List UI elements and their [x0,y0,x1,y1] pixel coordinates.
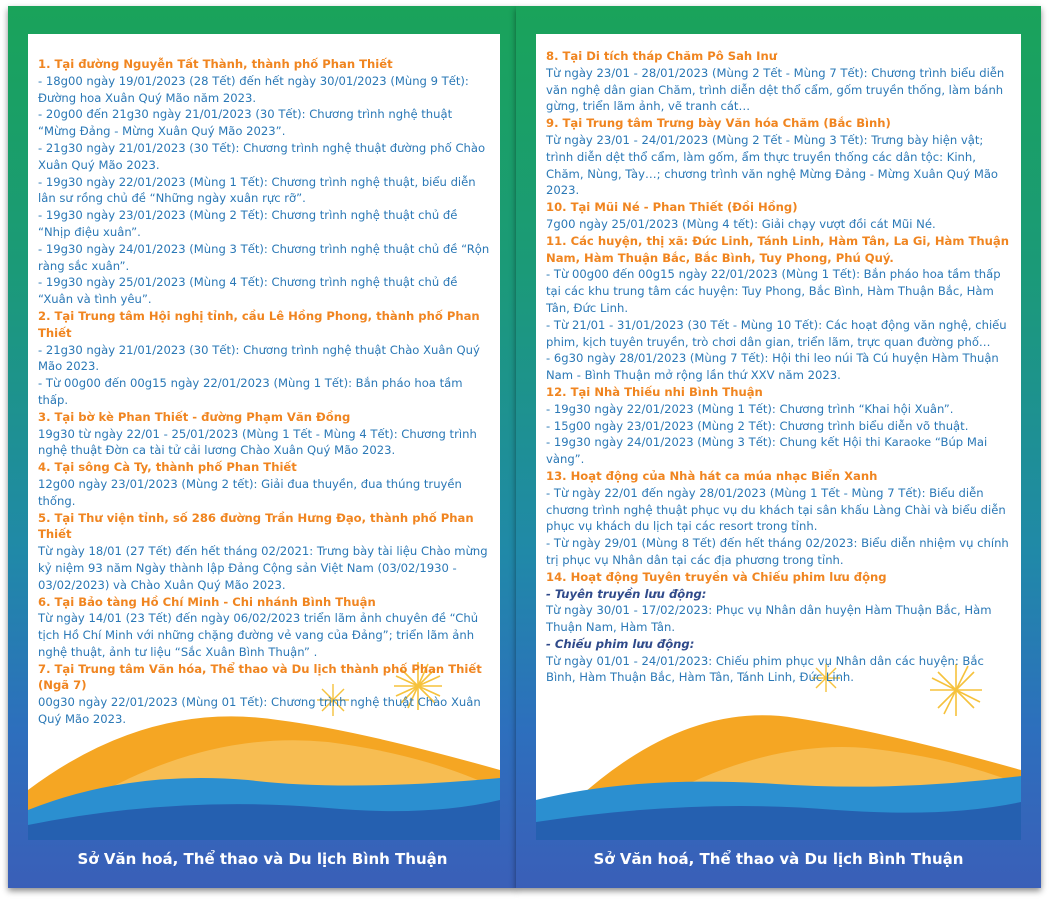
footer-organization: Sở Văn hoá, Thể thao và Du lịch Bình Thuận [77,850,448,868]
event-item: - 18g00 ngày 19/01/2023 (28 Tết) đến hết ngày 30/01/2023 (Mùng 9 Tết): Đường hoa Xuân Quý Mão năm 2023. [38,73,469,105]
event-item: - 19g30 ngày 24/01/2023 (Mùng 3 Tết): Chương trình nghệ thuật chủ đề “Rộn ràng sắc xuân”. [38,241,490,273]
event-item: Từ ngày 01/01 - 24/01/2023: Chiếu phim phục vụ Nhân dân các huyện: Bắc Bình, Hàm Thuận Bắc, Hàm Tân, Tánh Linh, Đức Linh. [546,653,984,685]
event-item: - Từ ngày 22/01 đến ngày 28/01/2023 (Mùng 1 Tết - Mùng 7 Tết): Biểu diễn chương trình nghệ thuật phục vụ du khách tại sân khấu Làng Chài và biểu diễn phục vụ khách du lịch tại các resort trong tỉnh. [546,485,1006,534]
event-item: - Từ 00g00 đến 00g15 ngày 22/01/2023 (Mùng 1 Tết): Bắn pháo hoa tầm thấp. [38,376,463,407]
right-content-sheet [536,34,1021,840]
event-item: Từ ngày 18/01 (27 Tết) đến hết tháng 02/2021: Trưng bày tài liệu Chào mừng kỷ niệm 93 năm Ngày thành lập Đảng Cộng sản Việt Nam (03/02/1930 - 03/02/2023) và Chào Xuân Quý Mão 2023. [38,544,488,592]
subsection-label: - Chiếu phim lưu động: [546,636,695,651]
right-page [516,6,1041,888]
event-item: 19g30 từ ngày 22/01 - 25/01/2023 (Mùng 1 Tết - Mùng 4 Tết): Chương trình nghệ thuật Đờn ca tài tử cải lương Chào Xuân Quý Mão 2023. [38,426,477,458]
event-item: - Từ 21/01 - 31/01/2023 (30 Tết - Mùng 10 Tết): Các hoạt động văn nghệ, chiếu phim, kịch tuyên truyền, trò chơi dân gian, triển lãm, trực quan đường phố… [546,317,1007,349]
section-heading: 2. Tại Trung tâm Hội nghị tỉnh, cầu Lê Hồng Phong, thành phố Phan Thiết [38,308,480,340]
event-item: 7g00 ngày 25/01/2023 (Mùng 4 tết): Giải chạy vượt đồi cát Mũi Né. [546,216,936,231]
event-item: Từ ngày 14/01 (23 Tết) đến ngày 06/02/2023 triển lãm ảnh chuyên đề “Chủ tịch Hồ Chí Minh với những chặng đường vẻ vang của Đảng”; triển lãm ảnh nghệ thuật, ảnh tư liệu “Sắc Xuân Bình Thuận” . [38,611,479,659]
event-item: 00g30 ngày 22/01/2023 (Mùng 01 Tết): Chương trình nghệ thuật Chào Xuân Quý Mão 2023. [38,695,481,727]
event-item: 12g00 ngày 23/01/2023 (Mùng 2 tết): Giải đua thuyền, đua thúng truyền thống. [38,476,462,508]
event-item: - 19g30 ngày 22/01/2023 (Mùng 1 Tết): Chương trình “Khai hội Xuân”. [546,401,954,416]
section-heading: 10. Tại Mũi Né - Phan Thiết (Đồi Hồng) [546,200,798,215]
footer-organization: Sở Văn hoá, Thể thao và Du lịch Bình Thuận [593,850,964,868]
section-heading: 12. Tại Nhà Thiếu nhi Bình Thuận [546,384,763,399]
event-item: - 15g00 ngày 23/01/2023 (Mùng 2 Tết): Chương trình biểu diễn võ thuật. [546,418,969,433]
section-heading: 11. Các huyện, thị xã: Đức Linh, Tánh Linh, Hàm Tân, La Gi, Hàm Thuận Nam, Hàm Thuận Bắc, Bắc Bình, Tuy Phong, Phú Quý. [546,233,1009,265]
event-item: - Từ ngày 29/01 (Mùng 8 Tết) đến hết tháng 02/2023: Biểu diễn nhiệm vụ chính trị phục vụ Nhân dân tại các địa phương trong tỉnh. [546,536,1009,567]
event-item: - 21g30 ngày 21/01/2023 (30 Tết): Chương trình nghệ thuật Chào Xuân Quý Mão 2023. [38,342,480,374]
section-heading: 3. Tại bờ kè Phan Thiết - đường Phạm Văn Đồng [38,409,351,424]
event-item: - 20g00 đến 21g30 ngày 21/01/2023 (30 Tết): Chương trình nghệ thuật “Mừng Đảng - Mừng Xuân Quý Mão 2023”. [38,107,453,139]
section-heading: 1. Tại đường Nguyễn Tất Thành, thành phố Phan Thiết [38,57,393,71]
event-item: - 19g30 ngày 24/01/2023 (Mùng 3 Tết): Chung kết Hội thi Karaoke “Búp Mai vàng”. [546,435,988,467]
section-heading: 5. Tại Thư viện tỉnh, số 286 đường Trần Hưng Đạo, thành phố Phan Thiết [38,510,474,542]
event-item: Từ ngày 23/01 - 28/01/2023 (Mùng 2 Tết - Mùng 7 Tết): Chương trình biểu diễn văn nghệ dân gian Chăm, trình diễn dệt thổ cẩm, gốm truyền thống, làm bánh gừng, triển lãm ảnh, vẽ tranh cát… [546,65,1005,114]
section-heading: 8. Tại Di tích tháp Chăm Pô Sah Inư [546,49,778,63]
event-item: - 19g30 ngày 23/01/2023 (Mùng 2 Tết): Chương trình nghệ thuật chủ đề “Nhịp điệu xuân”. [38,208,458,239]
event-item: - 19g30 ngày 22/01/2023 (Mùng 1 Tết): Chương trình nghệ thuật, biểu diễn lân sư rồng chủ đề “Những ngày xuân rực rỡ”. [38,174,476,206]
right-landscape-illustration [536,660,1021,840]
subsection-label: - Tuyên truyền lưu động: [546,586,707,601]
section-heading: 6. Tại Bảo tàng Hồ Chí Minh - Chi nhánh Bình Thuận [38,594,376,609]
section-heading: 7. Tại Trung tâm Văn hóa, Thể thao và Du lịch thành phố Phan Thiết (Ngã 7) [38,661,482,693]
event-item: - Từ 00g00 đến 00g15 ngày 22/01/2023 (Mùng 1 Tết): Bắn pháo hoa tầm thấp tại các khu trung tâm các huyện: Tuy Phong, Bắc Bình, Hàm Thuận Bắc, Hàm Tân, Đức Linh. [546,267,1001,315]
left-content-sheet [28,34,500,840]
left-event-list [38,56,492,728]
event-item: - 6g30 ngày 28/01/2023 (Mùng 7 Tết): Hội thi leo núi Tà Cú huyện Hàm Thuận Nam - Bình Thuận mở rộng lần thứ XXV năm 2023. [546,351,999,383]
right-event-list [546,48,1013,686]
section-heading: 13. Hoạt động của Nhà hát ca múa nhạc Biển Xanh [546,468,878,483]
section-heading: 14. Hoạt động Tuyên truyền và Chiếu phim lưu động [546,569,887,584]
event-item: Từ ngày 30/01 - 17/02/2023: Phục vụ Nhân dân huyện Hàm Thuận Bắc, Hàm Thuận Nam, Hàm Tân. [546,603,992,635]
left-page [8,6,517,888]
event-item: - 19g30 ngày 25/01/2023 (Mùng 4 Tết): Chương trình nghệ thuật chủ đề “Xuân và tình yêu”. [38,275,458,307]
section-heading: 9. Tại Trung tâm Trưng bày Văn hóa Chăm (Bắc Bình) [546,116,891,131]
event-item: Từ ngày 23/01 - 24/01/2023 (Mùng 2 Tết - Mùng 3 Tết): Trưng bày hiện vật; trình diễn dệt thổ cẩm, làm gốm, ẩm thực truyền thống các dân tộc: Kinh, Chăm, Nùng, Tày…; chương trình văn nghệ Mừng Đảng - Mừng Xuân Quý Mão 2023. [546,132,999,198]
section-heading: 4. Tại sông Cà Ty, thành phố Phan Thiết [38,460,297,475]
event-item: - 21g30 ngày 21/01/2023 (30 Tết): Chương trình nghệ thuật đường phố Chào Xuân Quý Mão 2023. [38,140,486,172]
